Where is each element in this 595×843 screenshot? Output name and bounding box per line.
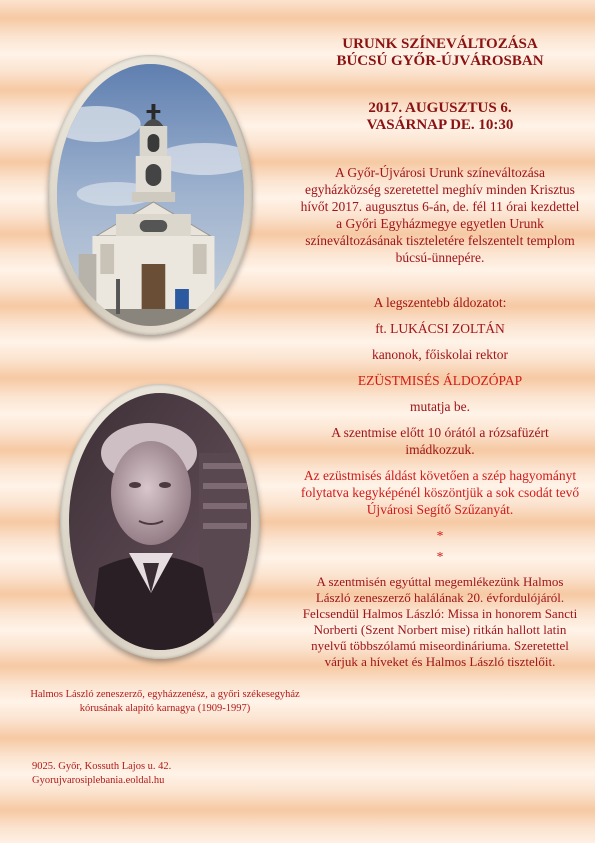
address-block <box>32 760 171 788</box>
celebrant-role: kanonok, főiskolai rektor <box>371 347 509 362</box>
address-line: 9025. Győr, Kossuth Lajos u. 42. <box>32 761 172 772</box>
celebrant-name: ft. LUKÁCSI ZOLTÁN <box>375 321 505 336</box>
mass-intro: A legszentebb áldozatot: <box>373 295 507 310</box>
event-title-line2: BÚCSÚ GYŐR-ÚJVÁROSBAN <box>336 53 544 69</box>
event-time: VASÁRNAP DE. 10:30 <box>366 117 514 133</box>
event-date: 2017. AUGUSZTUS 6. <box>368 100 512 116</box>
rosary-note: A szentmise előtt 10 órától a rózsafüzért imádkozzuk. <box>331 425 549 457</box>
portrait-photo <box>69 393 251 650</box>
mass-closing: mutatja be. <box>410 399 470 414</box>
separator-star: * <box>436 549 444 564</box>
celebrant-title: EZÜSTMISÉS ÁLDOZÓPAP <box>357 373 523 388</box>
portrait-caption: Halmos László zeneszerző, egyházzenész, a győri székesegyház kórusának alapító karnagya (1909-1997) <box>30 689 300 714</box>
church-photo <box>57 64 244 326</box>
church-illustration <box>57 64 244 326</box>
blessing-note: Az ezüstmisés áldást követően a szép hagyományt folytatva kegyképénél köszöntjük a sok csodát tevő Újvárosi Segítő Szűzanyát. <box>300 468 580 517</box>
portrait-illustration <box>69 393 251 650</box>
separator-star: * <box>436 528 444 543</box>
website-link[interactable]: Gyorujvarosiplebania.eoldal.hu <box>32 775 165 786</box>
church-photo-frame <box>48 55 253 335</box>
event-title-line1: URUNK SZÍNEVÁLTOZÁSA <box>342 36 538 52</box>
announcement-column <box>300 36 580 670</box>
portrait-photo-frame <box>60 384 260 659</box>
memorial-text: A szentmisén egyúttal megemlékezünk Halmos László zeneszerző halálának 20. évfordulójáról. Felcsendül Halmos László: Missa in honorem Sancti Norberti (Szent Norbert mise) ritkán hallott latin nyelvű többszólamú miseordináriuma. Szeretettel várjuk a híveket és Halmos László tisztelőit. <box>302 574 578 669</box>
invitation-text: A Győr-Újvárosi Urunk színeváltozása egyházközség szeretettel meghív minden Krisztus hívőt 2017. augusztus 6-án, de. fél 11 órai kezdettel a Győri Egyházmegye egyetlen Urunk színeváltozásának tiszteletére felszentelt templom búcsú-ünnepére. <box>300 165 580 265</box>
